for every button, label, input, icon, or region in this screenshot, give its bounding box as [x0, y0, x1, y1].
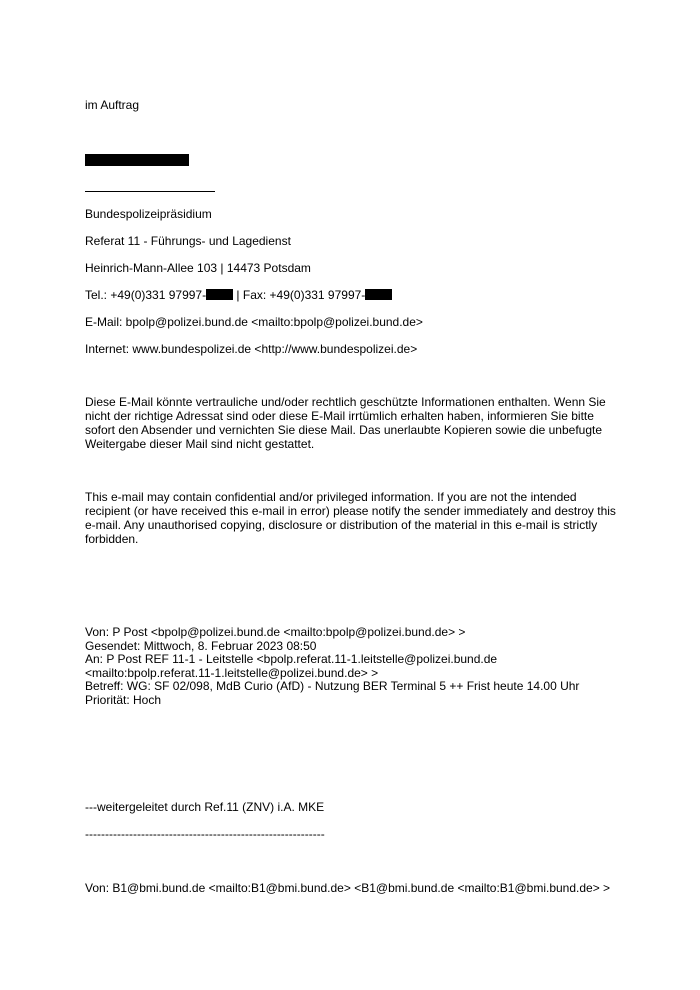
- header-priority: Priorität: Hoch: [85, 692, 162, 707]
- header-from: Von: P Post <bpolp@polizei.bund.de <mailto:bpolp@polizei.bund.de> >: [85, 625, 466, 639]
- closing-text: im Auftrag: [85, 98, 140, 112]
- redacted-fax-extension: [365, 289, 392, 300]
- organization-name: Bundespolizeipräsidium: [85, 207, 212, 221]
- email-line[interactable]: E-Mail: bpolp@polizei.bund.de <mailto:bpolp@polizei.bund.de>: [85, 315, 423, 329]
- disclaimer-english: This e-mail may contain confidential and/or privileged information. If you are not the intended recipient (or have received this e-mail in error) please notify the sender immediately and destroy this e-mail. Any unauthorised copying, disclosure or distribution of the material in this e-mail is strictly forbidden.: [85, 490, 616, 546]
- header-to: An: P Post REF 11-1 - Leitstelle <bpolp.referat.11-1.leitstelle@polizei.bund.de: [85, 652, 498, 666]
- department-name: Referat 11 - Führungs- und Lagedienst: [85, 234, 291, 248]
- forwarded-message-header: [85, 626, 645, 707]
- signature-divider: [85, 191, 215, 192]
- header-sent: Gesendet: Mittwoch, 8. Februar 2023 08:50: [85, 638, 317, 653]
- redacted-tel-extension: [206, 289, 233, 300]
- separator-line: ------------------------------------------------------------: [85, 827, 325, 841]
- header-subject: Betreff: WG: SF 02/098, MdB Curio (AfD) - Nutzung BER Terminal 5 ++ Frist heute 14.00 Uhr: [85, 679, 580, 693]
- postal-address: Heinrich-Mann-Allee 103 | 14473 Potsdam: [85, 261, 311, 275]
- fax-label: | Fax: +49(0)331 97997-: [233, 288, 366, 302]
- disclaimer-german: Diese E-Mail könnte vertrauliche und/oder rechtlich geschützte Informationen enthalten. Wenn Sie nicht der richtige Adressat sind oder diese E-Mail irrtümlich erhalten haben, informieren Sie bitte sofort den Absender und vernichten Sie diese Mail. Das unerlaubte Kopieren sowie die unbefugte Weitergabe dieser Mail sind nicht gestattet.: [85, 395, 606, 451]
- internet-line[interactable]: Internet: www.bundespolizei.de <http://www.bundespolizei.de>: [85, 342, 418, 356]
- header-to-continued: <mailto:bpolp.referat.11-1.leitstelle@polizei.bund.de> >: [85, 665, 379, 680]
- forward-note: ---weitergeleitet durch Ref.11 (ZNV) i.A. MKE: [85, 800, 325, 814]
- phone-fax-line: [85, 288, 392, 302]
- next-message-from: Von: B1@bmi.bund.de <mailto:B1@bmi.bund.de> <B1@bmi.bund.de <mailto:B1@bmi.bund.de> >: [85, 881, 611, 895]
- redacted-name-block: [85, 154, 189, 166]
- tel-label: Tel.: +49(0)331 97997-: [85, 288, 207, 302]
